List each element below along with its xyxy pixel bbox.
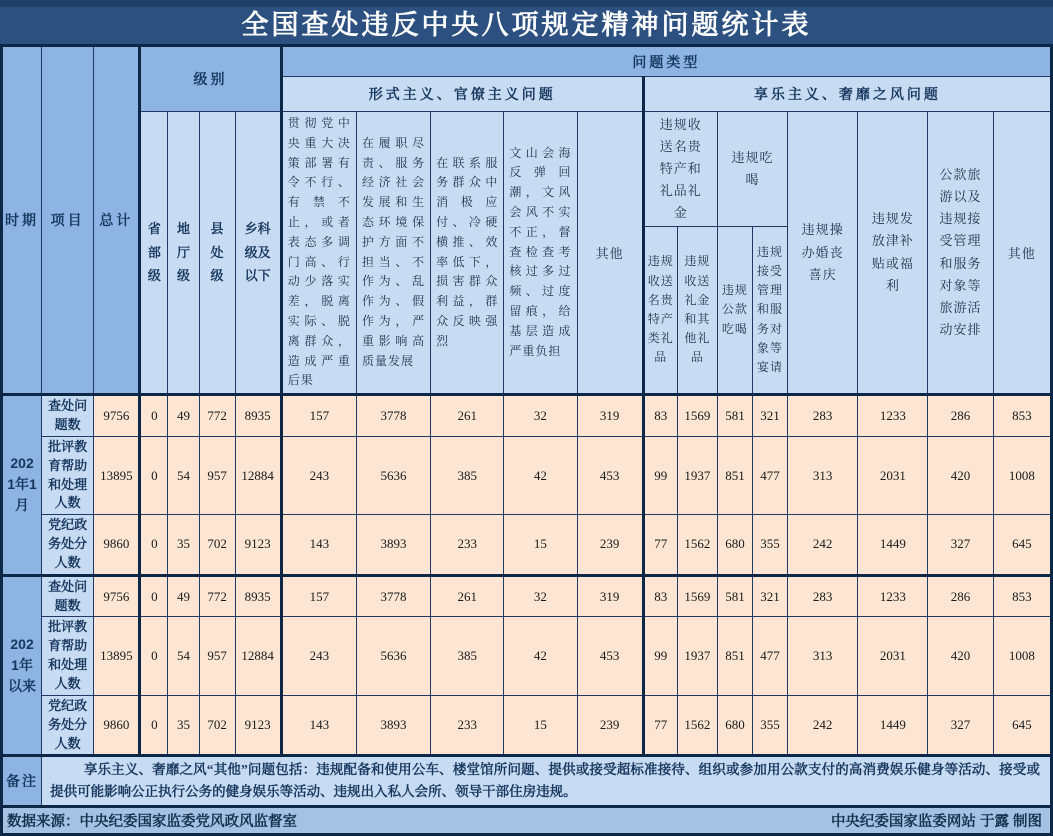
value-cell: 702	[199, 695, 235, 756]
value-cell: 2031	[858, 617, 928, 695]
value-cell: 853	[993, 575, 1051, 617]
value-cell: 9123	[235, 515, 281, 576]
value-cell: 243	[281, 436, 356, 514]
value-cell: 327	[928, 515, 993, 576]
value-cell: 477	[752, 617, 787, 695]
value-cell: 233	[431, 695, 504, 756]
col-header-public-funded-travel: 公款旅游以及违规接受管理和服务对象等旅游活动安排	[928, 112, 993, 395]
value-cell: 355	[752, 695, 787, 756]
value-cell: 77	[643, 695, 677, 756]
value-cell: 15	[504, 515, 577, 576]
value-cell: 54	[168, 617, 199, 695]
value-cell: 9860	[94, 695, 140, 756]
value-cell: 286	[928, 575, 993, 617]
col-header-total: 总计	[94, 46, 140, 395]
col-header-province-level: 省部级	[140, 112, 168, 395]
value-cell: 772	[199, 395, 235, 437]
value-cell: 54	[168, 436, 199, 514]
value-cell: 1937	[677, 617, 717, 695]
col-header-weddings-funerals: 违规操办婚丧喜庆	[788, 112, 858, 395]
value-cell: 5636	[356, 617, 430, 695]
page-title: 全国查处违反中央八项规定精神问题统计表	[0, 0, 1053, 44]
value-cell: 233	[431, 515, 504, 576]
value-cell: 1008	[993, 617, 1051, 695]
row-label: 批评教育帮助和处理人数	[42, 617, 94, 695]
value-cell: 851	[717, 617, 752, 695]
value-cell: 242	[788, 515, 858, 576]
col-header-hedonism-other: 其他	[993, 112, 1051, 395]
value-cell: 9756	[94, 395, 140, 437]
value-cell: 239	[577, 695, 643, 756]
col-header-gift-cash: 违规收送礼金和其他礼品	[677, 226, 717, 394]
col-group-hedonism: 享乐主义、奢靡之风问题	[643, 77, 1051, 112]
value-cell: 0	[140, 395, 168, 437]
data-source: 数据来源：中央纪委国家监委党风政风监督室	[7, 813, 297, 830]
value-cell: 3778	[356, 575, 430, 617]
row-label: 查处问题数	[42, 575, 94, 617]
value-cell: 13895	[94, 617, 140, 695]
value-cell: 83	[643, 575, 677, 617]
value-cell: 2031	[858, 436, 928, 514]
value-cell: 286	[928, 395, 993, 437]
value-cell: 0	[140, 436, 168, 514]
value-cell: 1562	[677, 515, 717, 576]
value-cell: 12884	[235, 436, 281, 514]
value-cell: 680	[717, 695, 752, 756]
value-cell: 49	[168, 395, 199, 437]
value-cell: 0	[140, 515, 168, 576]
value-cell: 1233	[858, 575, 928, 617]
value-cell: 157	[281, 575, 356, 617]
value-cell: 1233	[858, 395, 928, 437]
value-cell: 239	[577, 515, 643, 576]
value-cell: 453	[577, 436, 643, 514]
value-cell: 8935	[235, 395, 281, 437]
value-cell: 453	[577, 617, 643, 695]
value-cell: 772	[199, 575, 235, 617]
footer-bar	[2, 806, 1052, 834]
value-cell: 321	[752, 575, 787, 617]
value-cell: 157	[281, 395, 356, 437]
value-cell: 283	[788, 395, 858, 437]
value-cell: 645	[993, 695, 1051, 756]
value-cell: 321	[752, 395, 787, 437]
value-cell: 3778	[356, 395, 430, 437]
value-cell: 1008	[993, 436, 1051, 514]
value-cell: 319	[577, 395, 643, 437]
period-label: 2021年以来	[2, 575, 42, 756]
value-cell: 32	[504, 395, 577, 437]
value-cell: 5636	[356, 436, 430, 514]
value-cell: 851	[717, 436, 752, 514]
value-cell: 9123	[235, 695, 281, 756]
value-cell: 3893	[356, 515, 430, 576]
value-cell: 83	[643, 395, 677, 437]
period-label: 2021年1月	[2, 395, 42, 576]
remark-label: 备注	[2, 756, 42, 806]
value-cell: 35	[168, 695, 199, 756]
value-cell: 1449	[858, 695, 928, 756]
value-cell: 13895	[94, 436, 140, 514]
value-cell: 3893	[356, 695, 430, 756]
col-group-formalism: 形式主义、官僚主义问题	[281, 77, 643, 112]
col-header-county-level: 县处级	[199, 112, 235, 395]
credit: 中央纪委国家监委网站 于露 制图	[830, 813, 1042, 830]
value-cell: 957	[199, 436, 235, 514]
col-header-allowances: 违规发放津补贴或福利	[858, 112, 928, 395]
value-cell: 49	[168, 575, 199, 617]
value-cell: 420	[928, 436, 993, 514]
value-cell: 35	[168, 515, 199, 576]
col-group-eating: 违规吃喝	[717, 112, 787, 227]
value-cell: 853	[993, 395, 1051, 437]
value-cell: 1569	[677, 395, 717, 437]
col-header-formalism-2: 在履职尽责、服务经济社会发展和生态环境保护方面不担当、不作为、乱作为、假作为，严重影响高质量发展	[356, 112, 430, 395]
row-label: 党纪政务处分人数	[42, 695, 94, 756]
value-cell: 957	[199, 617, 235, 695]
value-cell: 1569	[677, 575, 717, 617]
col-header-formalism-1: 贯彻党中央重大决策部署有令不行、有禁不止，或者表态多调门高、行动少落实差，脱离实际、脱离群众，造成严重后果	[281, 112, 356, 395]
value-cell: 99	[643, 436, 677, 514]
value-cell: 319	[577, 575, 643, 617]
col-header-formalism-3: 在联系服务群众中消极应付、冷硬横推、效率低下，损害群众利益，群众反映强烈	[431, 112, 504, 395]
value-cell: 15	[504, 695, 577, 756]
value-cell: 242	[788, 695, 858, 756]
col-group-level: 级别	[140, 46, 281, 112]
col-header-period: 时期	[2, 46, 42, 395]
value-cell: 1449	[858, 515, 928, 576]
value-cell: 283	[788, 575, 858, 617]
value-cell: 0	[140, 617, 168, 695]
value-cell: 12884	[235, 617, 281, 695]
row-label: 党纪政务处分人数	[42, 515, 94, 576]
value-cell: 77	[643, 515, 677, 576]
value-cell: 0	[140, 575, 168, 617]
value-cell: 261	[431, 395, 504, 437]
value-cell: 8935	[235, 575, 281, 617]
value-cell: 1562	[677, 695, 717, 756]
value-cell: 313	[788, 436, 858, 514]
value-cell: 0	[140, 695, 168, 756]
col-header-formalism-4: 文山会海反弹回潮，文风会风不实不正，督查检查考核过多过频、过度留痕，给基层造成严重负担	[504, 112, 577, 395]
col-header-township-level: 乡科级及以下	[235, 112, 281, 395]
row-label: 查处问题数	[42, 395, 94, 437]
value-cell: 42	[504, 436, 577, 514]
value-cell: 143	[281, 695, 356, 756]
value-cell: 355	[752, 515, 787, 576]
value-cell: 9860	[94, 515, 140, 576]
col-header-gift-specialty: 违规收送名贵特产类礼品	[643, 226, 677, 394]
col-header-item: 项目	[42, 46, 94, 395]
col-group-problem-type: 问题类型	[281, 46, 1051, 77]
value-cell: 327	[928, 695, 993, 756]
col-header-prefecture-level: 地厅级	[168, 112, 199, 395]
value-cell: 581	[717, 395, 752, 437]
col-header-eating-banquets: 违规接受管理和服务对象等宴请	[752, 226, 787, 394]
value-cell: 645	[993, 515, 1051, 576]
col-header-eating-public-funds: 违规公款吃喝	[717, 226, 752, 394]
value-cell: 385	[431, 617, 504, 695]
value-cell: 1937	[677, 436, 717, 514]
value-cell: 261	[431, 575, 504, 617]
col-group-gifts: 违规收送名贵特产和礼品礼金	[643, 112, 717, 227]
value-cell: 680	[717, 515, 752, 576]
value-cell: 42	[504, 617, 577, 695]
value-cell: 385	[431, 436, 504, 514]
statistics-table	[0, 44, 1053, 836]
row-label: 批评教育帮助和处理人数	[42, 436, 94, 514]
value-cell: 581	[717, 575, 752, 617]
value-cell: 313	[788, 617, 858, 695]
value-cell: 9756	[94, 575, 140, 617]
value-cell: 702	[199, 515, 235, 576]
value-cell: 243	[281, 617, 356, 695]
value-cell: 420	[928, 617, 993, 695]
value-cell: 143	[281, 515, 356, 576]
value-cell: 477	[752, 436, 787, 514]
col-header-formalism-other: 其他	[577, 112, 643, 395]
remark-text: 享乐主义、奢靡之风“其他”问题包括：违规配备和使用公车、楼堂馆所问题、提供或接受超标准接待、组织或参加用公款支付的高消费娱乐健身等活动、接受或提供可能影响公正执行公务的健身娱乐等活动、违规出入私人会所、领导干部住房违规。	[42, 756, 1052, 806]
value-cell: 99	[643, 617, 677, 695]
value-cell: 32	[504, 575, 577, 617]
